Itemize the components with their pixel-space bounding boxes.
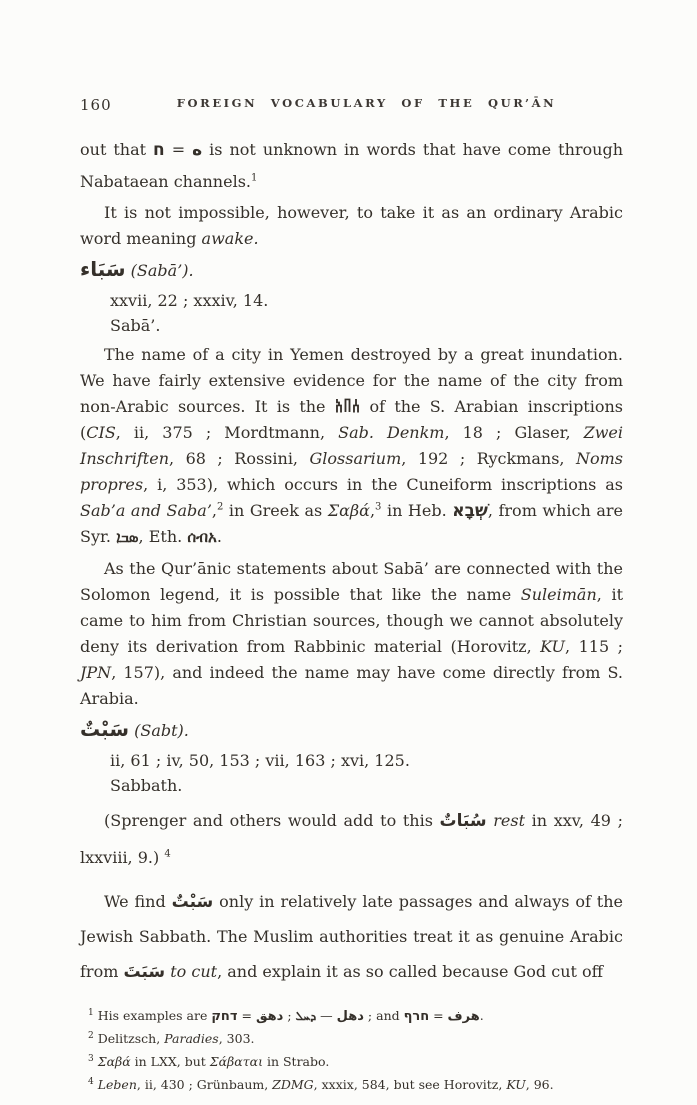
footnote-2 xyxy=(88,1026,623,1049)
text: , i, 353), which occurs in the Cuneiform inscriptions as xyxy=(143,475,623,494)
headword-transliteration: (Sabā’). xyxy=(130,261,194,280)
arabic-headword: سَبْتٌ xyxy=(80,717,130,741)
text: ; xyxy=(283,1008,296,1024)
text: , 192 ; Ryckmans, xyxy=(401,449,576,468)
text: , 68 ; Rossini, xyxy=(169,449,310,468)
text: The name of a city in Yemen destroyed by a great inundation. We have fairly extensive evidence for the name of the city from non-Arabic sources. It is the xyxy=(80,345,623,416)
greek-text: Σάβαται xyxy=(209,1054,263,1070)
text: , 18 ; Glaser, xyxy=(444,423,584,442)
footnotes-block xyxy=(80,1003,623,1096)
italic-text: Zwei Inschriften xyxy=(80,423,623,468)
footnote-marker: 4 xyxy=(164,848,171,860)
hebrew-text: שְׁבָא xyxy=(452,501,488,521)
text: , and explain it as so called because God cut off xyxy=(217,962,604,981)
text: of the S. Arabian inscriptions ( xyxy=(80,397,624,442)
footnote-marker: 2 xyxy=(217,501,224,513)
italic-text: KU xyxy=(540,637,566,656)
text: As the Qur’ānic statements about Sabā’ are connected with the Solomon legend, it is possible that like the name xyxy=(80,559,623,604)
footnote-text xyxy=(98,1031,255,1046)
running-title: FOREIGN VOCABULARY OF THE QUR’ĀN xyxy=(176,96,557,110)
entry-paragraph xyxy=(80,556,623,712)
text: ; and xyxy=(363,1008,404,1024)
text: Delitzsch, xyxy=(97,1031,165,1047)
footnote-number: 1 xyxy=(88,1008,94,1018)
text: We find xyxy=(104,892,172,911)
text: It is not impossible, however, to take it as an ordinary Arabic word meaning xyxy=(80,203,623,248)
arabic-text: دهق xyxy=(255,1009,284,1025)
hebrew-text: חרף xyxy=(403,1009,430,1025)
syriac-text: ܕܚܠ xyxy=(295,1009,317,1024)
entry-headword-line xyxy=(80,712,623,748)
greek-text: Σαβά xyxy=(97,1054,131,1070)
entry-headword-line xyxy=(80,252,623,288)
entry-sabt xyxy=(80,712,623,989)
text: in LXX, but xyxy=(130,1054,210,1070)
entry-paragraph xyxy=(80,884,623,989)
text: in Greek as xyxy=(223,501,328,520)
italic-text: Paradies xyxy=(164,1031,219,1047)
paragraph-intro-continuation xyxy=(80,134,623,198)
arabic-text: سُبَاتٌ xyxy=(439,811,487,831)
quran-references: xxvii, 22 ; xxxiv, 14. xyxy=(110,291,269,310)
arabic-text: دهل xyxy=(336,1009,364,1025)
text: — xyxy=(316,1008,337,1024)
arabic-text: ه xyxy=(192,140,203,160)
footnote-text xyxy=(98,1054,330,1069)
italic-text: Sab. Denkm xyxy=(338,423,445,442)
footnote-text xyxy=(98,1008,484,1023)
syriac-text: ܣܒܐ xyxy=(116,528,139,546)
text: only in relatively late passages and always of the Jewish Sabbath. The Muslim authorities treat it as genuine Arabic from xyxy=(80,892,624,981)
text: in Strabo. xyxy=(263,1054,330,1070)
italic-text: Suleimān xyxy=(520,585,597,604)
text: , 115 ; xyxy=(565,637,623,656)
footnote-3 xyxy=(88,1049,623,1072)
arabic-text: هرف xyxy=(447,1009,480,1025)
italic-text: Sab’a and Saba’ xyxy=(80,501,212,520)
italic-text: awake. xyxy=(201,229,259,248)
text: , 157), and indeed the name may have come directly from S. Arabia. xyxy=(80,663,623,708)
hebrew-text: ח xyxy=(153,140,165,160)
footnote-number: 2 xyxy=(88,1031,94,1042)
text: = xyxy=(164,140,193,159)
italic-text: Leben xyxy=(97,1077,137,1093)
italic-text: Glossarium xyxy=(309,449,402,468)
text: , 96. xyxy=(525,1077,554,1093)
footnote-1 xyxy=(88,1003,623,1026)
arabic-text: سَبْتٌ xyxy=(171,892,214,912)
text: , ii, 375 ; Mordtmann, xyxy=(115,423,339,442)
text: = xyxy=(429,1008,448,1024)
text: (Sprenger and others would add to this xyxy=(104,811,440,830)
text: His examples are xyxy=(97,1008,212,1024)
ethiopic-text: ሰብአ xyxy=(187,528,217,546)
text: , from which are Syr. xyxy=(80,501,623,546)
headword-transliteration: (Sabt). xyxy=(134,721,189,740)
page-number: 160 xyxy=(80,96,112,114)
hebrew-text: דחק xyxy=(211,1009,238,1025)
italic-text: JPN xyxy=(80,663,112,682)
italic-text: Noms propres xyxy=(80,449,623,494)
text: = xyxy=(237,1008,256,1024)
text: , it came to him from Christian sources, though we cannot absolutely deny its derivation from Rabbinic material (Horovitz, xyxy=(80,585,624,656)
text: , xyxy=(369,501,376,520)
italic-text: ZDMG xyxy=(272,1077,314,1093)
footnote-marker: 3 xyxy=(375,501,382,513)
entry-paragraph xyxy=(80,802,623,876)
italic-text: KU xyxy=(506,1077,526,1093)
quran-references: ii, 61 ; iv, 50, 153 ; vii, 163 ; xvi, 125. xyxy=(110,751,410,770)
arabic-headword: سَبَاء xyxy=(80,257,126,281)
south-arabian-text: 𐩪𐩨𐩱 xyxy=(334,398,361,416)
arabic-text: سَبَتَ xyxy=(123,962,166,982)
italic-text: CIS xyxy=(86,423,116,442)
text: . xyxy=(479,1008,484,1024)
paragraph-intro-2 xyxy=(80,200,623,252)
text: in Heb. xyxy=(381,501,453,520)
italic-text: rest xyxy=(493,811,526,830)
greek-text: Σαβά xyxy=(327,501,370,520)
text: is not unknown in words that have come through Nabataean channels. xyxy=(80,140,624,191)
footnote-text xyxy=(98,1078,554,1093)
entry-saba xyxy=(80,252,623,712)
gloss: Sabā’. xyxy=(110,316,161,335)
entry-paragraph xyxy=(80,342,623,550)
text: , xxxix, 584, but see Horovitz, xyxy=(313,1077,507,1093)
gloss: Sabbath. xyxy=(110,776,183,795)
footnote-marker: 1 xyxy=(250,172,258,184)
footnote-number: 3 xyxy=(88,1054,94,1065)
footnote-4 xyxy=(88,1072,623,1095)
text: . xyxy=(216,527,222,546)
running-header xyxy=(80,96,623,114)
text: , ii, 430 ; Grünbaum, xyxy=(136,1077,273,1093)
text: out that xyxy=(80,140,154,159)
text: in xxv, 49 ; lxxviii, 9.) xyxy=(80,811,623,867)
footnote-number: 4 xyxy=(88,1077,94,1088)
text: , Eth. xyxy=(138,527,188,546)
italic-text: to cut xyxy=(170,962,218,981)
text: , 303. xyxy=(218,1031,255,1047)
text: , xyxy=(211,501,217,520)
